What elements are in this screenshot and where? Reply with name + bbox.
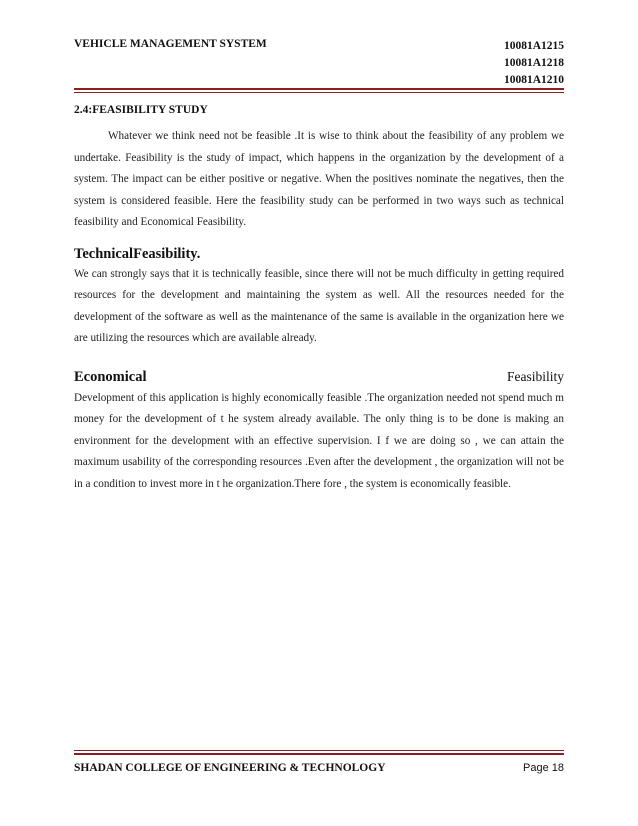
section-heading: 2.4:FEASIBILITY STUDY [74,104,208,116]
footer-rule-thick [74,753,564,755]
footer-college-name: SHADAN COLLEGE OF ENGINEERING & TECHNOLOGY [74,762,386,774]
footer-rule-thin [74,750,564,751]
roll-number: 10081A1218 [503,57,564,69]
page-number: Page 18 [523,762,564,774]
header-roll-numbers [504,38,564,89]
header-rule-thick [74,88,564,90]
intro-paragraph: Whatever we think need not be feasible .It is wise to think about the feasibility of any problem we undertake. Feasibility is the study of impact, which happens in the organization by the development of a system. The impact can be either positive or negative. When the positives nominate the negatives, then the system is considered feasible. Here the feasibility study can be performed in two ways such as technical feasibility and Economical Feasibility. [74,130,564,228]
header-rule-thin [74,92,564,93]
economical-paragraph: Development of this application is highly economically feasible .The organization needed not spend much m money for the development of t he system already available. The only thing is to be done is making an environment for the development with an effective supervision. I f we are doing so , we can attain the maximum usability of the corresponding resources .Even after the development , the organization will not be in a condition to invest more in t he organization.There fore , the system is economically feasible. [74,391,564,490]
economical-heading-right: Feasibility [507,368,564,384]
page-content [74,104,564,495]
economical-heading [74,366,564,388]
technical-paragraph: We can strongly says that it is technically feasible, since there will not be much difficulty in getting required resources for the development and maintaining the system as well. All the resources needed for the development of the software as well as the maintenance of the same is available in the organization here we are utilizing the resources which are available already. [74,267,564,344]
header-title: VEHICLE MANAGEMENT SYSTEM [74,38,267,50]
roll-number: 10081A1215 [503,40,564,52]
economical-heading-left: Economical [74,368,147,385]
roll-number: 10081A1210 [503,74,564,86]
technical-heading: TechnicalFeasibility. [74,245,201,262]
